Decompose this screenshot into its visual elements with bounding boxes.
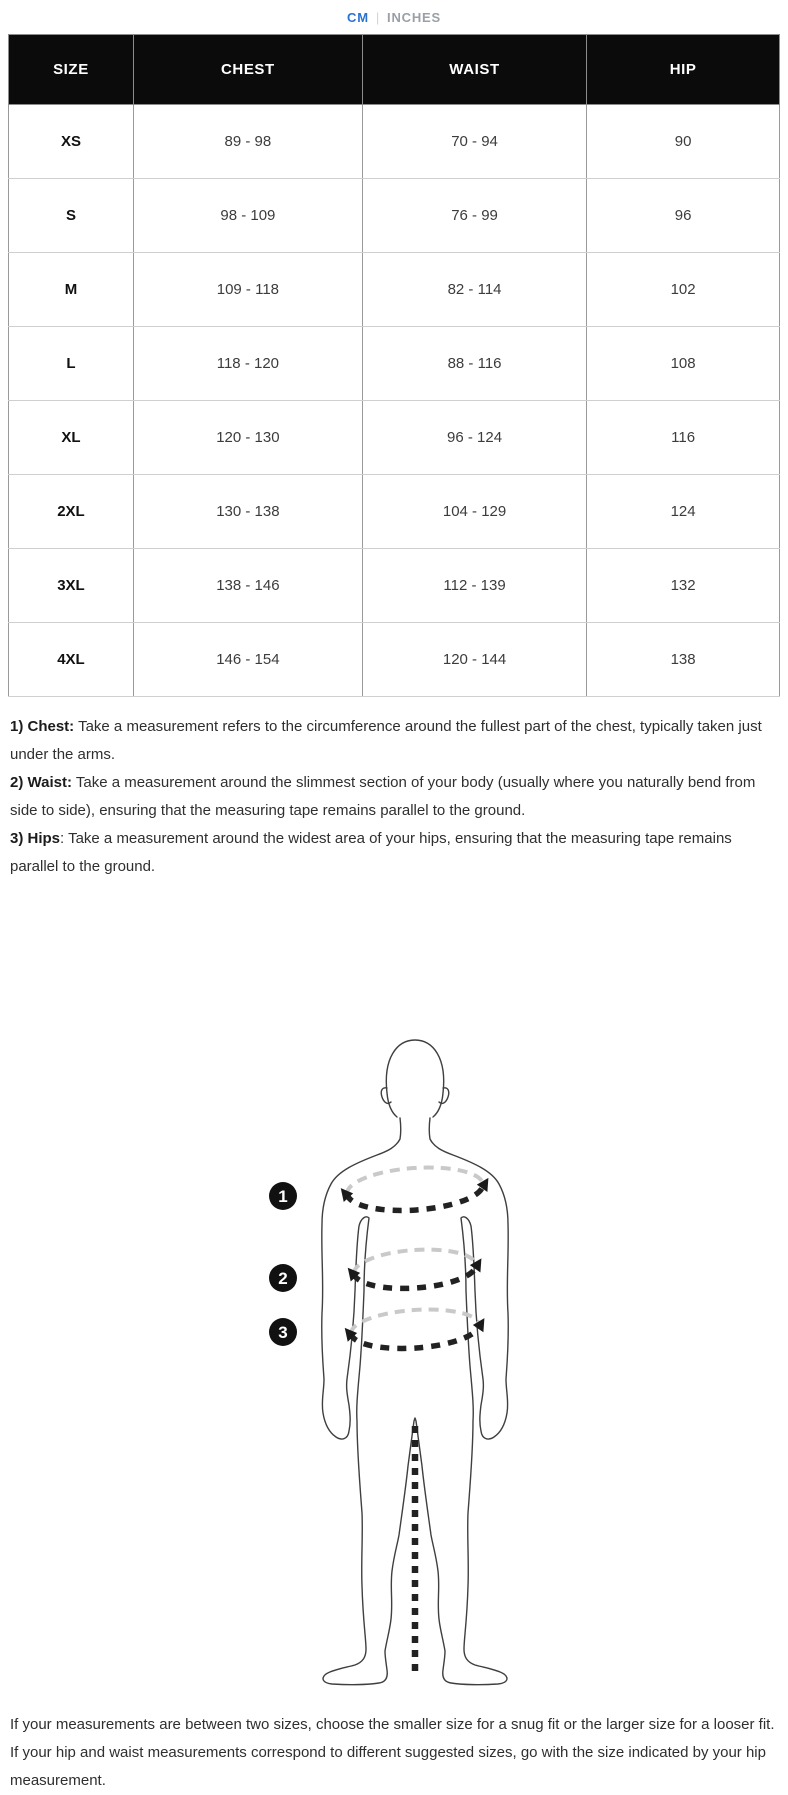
size-cell: L bbox=[9, 327, 134, 401]
chest-cell: 138 - 146 bbox=[133, 549, 362, 623]
cm-tab[interactable]: CM bbox=[347, 10, 369, 25]
col-header-waist: WAIST bbox=[362, 35, 586, 105]
size-cell: S bbox=[9, 179, 134, 253]
body-diagram-svg bbox=[0, 921, 788, 1691]
svg-text:3: 3 bbox=[278, 1323, 288, 1342]
hip-cell: 96 bbox=[587, 179, 780, 253]
toggle-divider: | bbox=[375, 10, 381, 25]
waist-cell: 112 - 139 bbox=[362, 549, 586, 623]
chest-cell: 109 - 118 bbox=[133, 253, 362, 327]
waist-cell: 76 - 99 bbox=[362, 179, 586, 253]
hip-cell: 90 bbox=[587, 105, 780, 179]
col-header-hip: HIP bbox=[587, 35, 780, 105]
size-table bbox=[8, 34, 780, 697]
size-cell: 3XL bbox=[9, 549, 134, 623]
size-row-2xl bbox=[9, 475, 780, 549]
size-cell: M bbox=[9, 253, 134, 327]
body-measurement-diagram bbox=[0, 921, 788, 1691]
size-cell: 2XL bbox=[9, 475, 134, 549]
hip-cell: 138 bbox=[587, 623, 780, 697]
marker-1-badge bbox=[269, 1182, 297, 1210]
hip-tape bbox=[344, 1305, 486, 1353]
chest-instruction: 1) Chest: Take a measurement refers to the circumference around the fullest part of the chest, typically taken just under the arms. bbox=[10, 718, 762, 763]
hips-instruction: 3) Hips: Take a measurement around the widest area of your hips, ensuring that the measuring tape remains parallel to the ground. bbox=[10, 830, 732, 875]
size-cell: XL bbox=[9, 401, 134, 475]
size-row-4xl bbox=[9, 623, 780, 697]
hip-cell: 132 bbox=[587, 549, 780, 623]
waist-cell: 120 - 144 bbox=[362, 623, 586, 697]
marker-2-badge bbox=[269, 1264, 297, 1292]
waist-cell: 70 - 94 bbox=[362, 105, 586, 179]
chest-cell: 146 - 154 bbox=[133, 623, 362, 697]
hip-cell: 102 bbox=[587, 253, 780, 327]
waist-tape bbox=[347, 1245, 483, 1292]
size-row-s bbox=[9, 179, 780, 253]
measurement-instructions bbox=[10, 713, 778, 881]
table-header-row bbox=[9, 35, 780, 105]
body-outline-figure bbox=[322, 1040, 509, 1685]
size-row-m bbox=[9, 253, 780, 327]
hip-cell: 108 bbox=[587, 327, 780, 401]
col-header-size: SIZE bbox=[9, 35, 134, 105]
hip-cell: 124 bbox=[587, 475, 780, 549]
chest-tape bbox=[340, 1163, 491, 1215]
size-cell: XS bbox=[9, 105, 134, 179]
col-header-chest: CHEST bbox=[133, 35, 362, 105]
marker-3-badge bbox=[269, 1318, 297, 1346]
size-cell: 4XL bbox=[9, 623, 134, 697]
chest-cell: 98 - 109 bbox=[133, 179, 362, 253]
inches-tab[interactable]: INCHES bbox=[387, 10, 441, 25]
unit-toggle bbox=[0, 0, 788, 34]
waist-instruction: 2) Waist: Take a measurement around the slimmest section of your body (usually where you naturally bend from side to side), ensuring that the measuring tape remains parallel to the ground. bbox=[10, 774, 756, 819]
size-row-l bbox=[9, 327, 780, 401]
hip-cell: 116 bbox=[587, 401, 780, 475]
waist-cell: 96 - 124 bbox=[362, 401, 586, 475]
svg-text:2: 2 bbox=[278, 1269, 288, 1288]
size-row-xl bbox=[9, 401, 780, 475]
size-row-xs bbox=[9, 105, 780, 179]
chest-cell: 130 - 138 bbox=[133, 475, 362, 549]
waist-cell: 88 - 116 bbox=[362, 327, 586, 401]
chest-cell: 120 - 130 bbox=[133, 401, 362, 475]
chest-cell: 89 - 98 bbox=[133, 105, 362, 179]
svg-text:1: 1 bbox=[278, 1187, 288, 1206]
size-row-3xl bbox=[9, 549, 780, 623]
waist-cell: 104 - 129 bbox=[362, 475, 586, 549]
waist-cell: 82 - 114 bbox=[362, 253, 586, 327]
chest-cell: 118 - 120 bbox=[133, 327, 362, 401]
fit-advice-note: If your measurements are between two sizes, choose the smaller size for a snug fit or the larger size for a looser fit. If your hip and waist measurements correspond to different suggested sizes, go with the size indicated by your hip measurement. bbox=[10, 1716, 775, 1789]
